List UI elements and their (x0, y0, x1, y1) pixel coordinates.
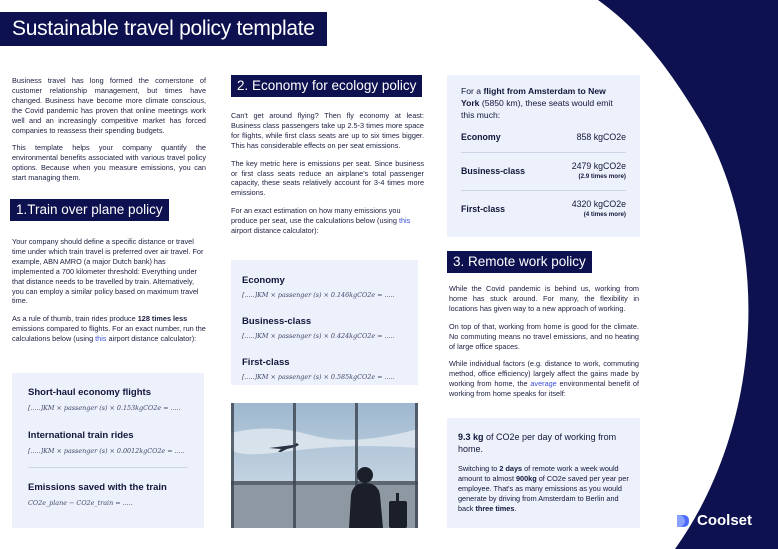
section-2-text (231, 111, 424, 244)
coolset-logo[interactable] (675, 512, 752, 529)
section-2-heading: 2. Economy for ecology policy (231, 75, 422, 97)
section-3-heading: 3. Remote work policy (447, 251, 592, 273)
business-class-heading: Business-class (242, 316, 312, 327)
train-rides-heading: International train rides (28, 430, 134, 441)
section-3-paragraph-3: While individual factors (e.g. distance to work, commuting method, office efficiency) largely affect the gains made by working from home, the average environmental benefit of working from home speaks for itself: (449, 359, 639, 399)
emissions-saved-heading: Emissions saved with the train (28, 482, 167, 493)
seat-row-business: Business-class 2479 kgCO2e (2.9 times more) (461, 161, 626, 180)
emissions-saved-formula: CO2e_plane − CO2e_train = ..... (28, 499, 133, 507)
short-haul-formula: [.....]KM × passenger (s) × 0.153kgCO2e = ..... (28, 404, 181, 412)
section-1-heading: 1.Train over plane policy (10, 199, 169, 221)
section-1-paragraph-1: Your company should define a specific distance or travel time under which train travel is preferred over air travel. For example, ABN AMRO (a major Dutch bank) has implemented a 700 kilometer threshold: Everything under that distance needs to be travelled by train. Alternatively, you can employ a similar policy based on maximum travel time. (12, 237, 204, 306)
section-2-paragraph-1: Can't get around flying? Then fly economy at least: Business class passengers take up 2.5-3 times more space for flights, while first class seats are up to six times bigger. This has considerable effects on per seat emissions. (231, 111, 424, 150)
section-2-paragraph-3: For an exact estimation on how many emissions you produce per seat, use the calculations below (using this airport distance calculator): (231, 206, 411, 236)
section-1-paragraph-2: As a rule of thumb, train rides produce 128 times less emissions compared to flights. For an exact number, run the calculations below (using this airport distance calculator): (12, 314, 206, 344)
seat-divider-1 (461, 152, 626, 153)
remote-work-card (447, 418, 640, 528)
short-haul-heading: Short-haul economy flights (28, 387, 151, 398)
airport-photo (231, 403, 418, 528)
intro-paragraph-1: Business travel has long formed the cornerstone of customer relationship management, but times have changed. Business have become more climate conscious, the Covid pandemic has proven that online meetings work well and an increasingly competitive market has forced companies to reassess their spending budgets. (12, 76, 206, 135)
average-link[interactable]: average (530, 379, 557, 389)
page-title: Sustainable travel policy template (0, 12, 327, 46)
calculator-link-1[interactable]: this (95, 334, 107, 344)
seat-divider-2 (461, 190, 626, 191)
remote-work-stat: 9.3 kg of CO2e per day of working from home. (458, 432, 617, 454)
section-2-paragraph-2: The key metric here is emissions per seat. Since business or first class seats reduce an airplane's total passenger capacity, these seats relatively account for 3-4 times more emissions. (231, 158, 424, 198)
first-class-formula: [.....]KM × passenger (s) × 0.585kgCO2e = ..... (242, 373, 395, 381)
economy-formula: [.....]KM × passenger (s) × 0.146kgCO2e = ..... (242, 291, 395, 299)
intro-text (12, 76, 206, 191)
section-3-paragraph-1: While the Covid pandemic is behind us, working from home has stuck around. For many, the flexibility in locations has given way to a new approach of working. (449, 284, 639, 313)
train-calc-card (12, 373, 204, 528)
coolset-logo-icon (675, 513, 691, 529)
section-1-text (12, 237, 206, 352)
coolset-logo-text: Coolset (697, 512, 753, 529)
calculator-link-2[interactable]: this (398, 216, 411, 226)
train-rides-formula: [.....]KM × passenger (s) × 0.0012kgCO2e = ..... (28, 447, 185, 455)
seat-emissions-intro: For a flight from Amsterdam to New York (5850 km), these seats would emit this much: (461, 86, 613, 120)
section-3-text (449, 284, 639, 407)
seat-row-economy: Economy 858 kgCO2e (461, 132, 626, 142)
seat-emissions-card (447, 75, 640, 237)
first-class-heading: First-class (242, 357, 290, 368)
seat-calc-card (231, 260, 418, 385)
economy-heading: Economy (242, 275, 285, 286)
remote-work-detail: Switching to 2 days of remote work a week would amount to almost 900kg of CO2e saved per year per employee. That's as many emissions as you would generate by driving from Amsterdam to Berlin and back three times. (458, 464, 629, 513)
section-3-paragraph-2: On top of that, working from home is good for the climate. No commuting means no travel emissions, and no heating of large office spaces. (449, 321, 639, 351)
seat-row-first: First-class 4320 kgCO2e (4 times more) (461, 199, 626, 218)
card-divider (28, 467, 188, 468)
business-class-formula: [.....]KM × passenger (s) × 0.424kgCO2e = ..... (242, 332, 395, 340)
intro-paragraph-2: This template helps your company quantify the environmental benefits associated with various travel policy options. Because when you measure emissions, you can start managing them. (12, 143, 206, 183)
